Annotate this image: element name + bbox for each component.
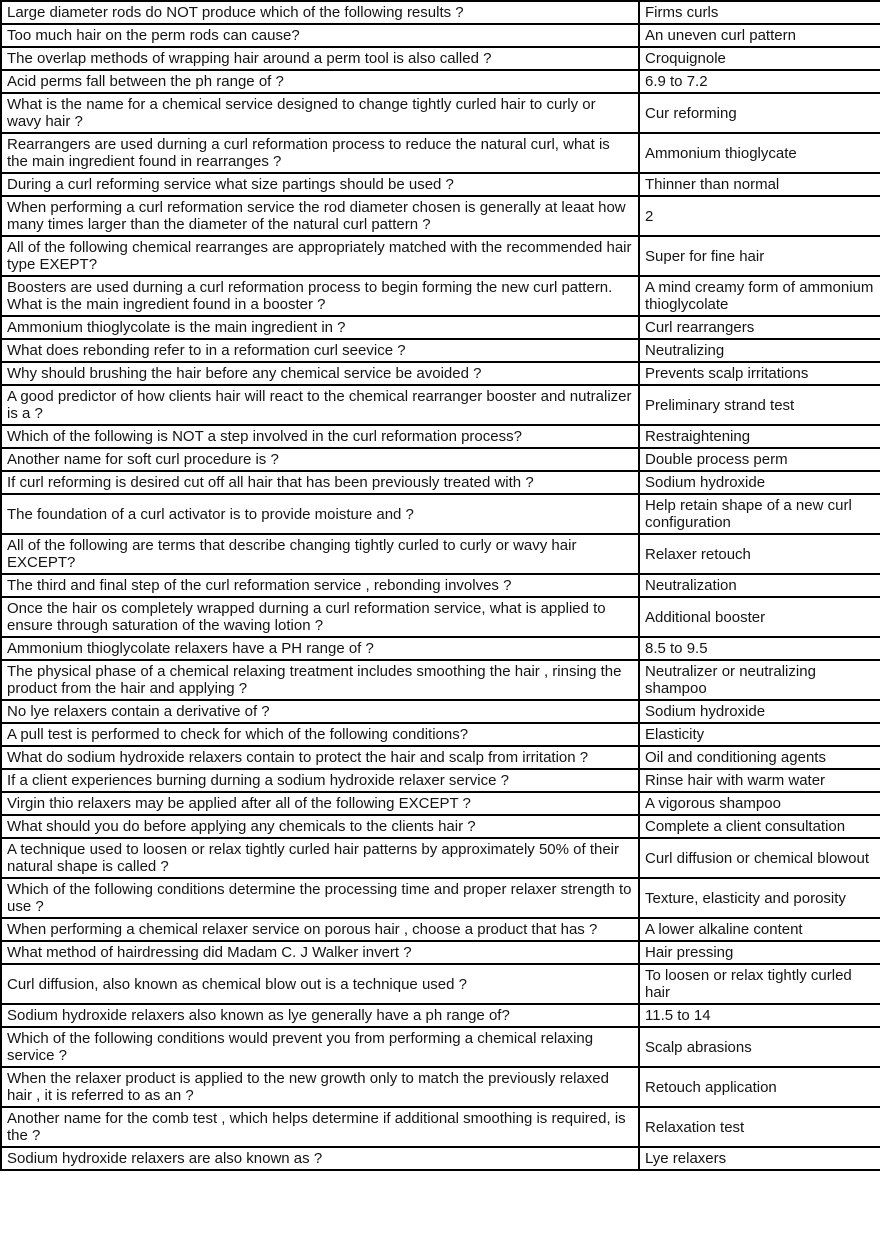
question-cell: Once the hair os completely wrapped durning a curl reformation service, what is applied to ensure through saturation of the waving lotion ?	[1, 597, 639, 637]
question-cell: Which of the following conditions determine the processing time and proper relaxer strength to use ?	[1, 878, 639, 918]
question-cell: What does rebonding refer to in a reformation curl seevice ?	[1, 339, 639, 362]
answer-cell: Double process perm	[639, 448, 880, 471]
table-row	[1, 196, 880, 236]
table-row	[1, 769, 880, 792]
answer-cell: To loosen or relax tightly curled hair	[639, 964, 880, 1004]
answer-cell: 8.5 to 9.5	[639, 637, 880, 660]
table-row	[1, 815, 880, 838]
answer-cell: Firms curls	[639, 1, 880, 24]
table-row	[1, 70, 880, 93]
question-cell: If a client experiences burning durning a sodium hydroxide relaxer service ?	[1, 769, 639, 792]
question-cell: Large diameter rods do NOT produce which of the following results ?	[1, 1, 639, 24]
question-cell: Which of the following is NOT a step involved in the curl reformation process?	[1, 425, 639, 448]
question-cell: Acid perms fall between the ph range of ?	[1, 70, 639, 93]
table-row	[1, 339, 880, 362]
answer-cell: Neutralizer or neutralizing shampoo	[639, 660, 880, 700]
table-row	[1, 362, 880, 385]
question-cell: No lye relaxers contain a derivative of ?	[1, 700, 639, 723]
table-row	[1, 236, 880, 276]
question-cell: During a curl reforming service what size partings should be used ?	[1, 173, 639, 196]
table-row	[1, 964, 880, 1004]
table-row	[1, 574, 880, 597]
table-row	[1, 1004, 880, 1027]
table-row	[1, 425, 880, 448]
answer-cell: Relaxer retouch	[639, 534, 880, 574]
answer-cell: An uneven curl pattern	[639, 24, 880, 47]
question-cell: The foundation of a curl activator is to provide moisture and ?	[1, 494, 639, 534]
answer-cell: Relaxation test	[639, 1107, 880, 1147]
table-row	[1, 471, 880, 494]
question-cell: Boosters are used durning a curl reformation process to begin forming the new curl pattern. What is the main ingredient found in a booster ?	[1, 276, 639, 316]
question-cell: When performing a curl reformation service the rod diameter chosen is generally at leaat how many times larger than the diameter of the natural curl pattern ?	[1, 196, 639, 236]
answer-cell: Sodium hydroxide	[639, 700, 880, 723]
question-cell: Rearrangers are used durning a curl reformation process to reduce the natural curl, what is the main ingredient found in rearranges ?	[1, 133, 639, 173]
answer-cell: Preliminary strand test	[639, 385, 880, 425]
answer-cell: Additional booster	[639, 597, 880, 637]
table-row	[1, 173, 880, 196]
question-cell: What method of hairdressing did Madam C. J Walker invert ?	[1, 941, 639, 964]
answer-cell: 6.9 to 7.2	[639, 70, 880, 93]
table-row	[1, 1107, 880, 1147]
question-cell: Sodium hydroxide relaxers also known as lye generally have a ph range of?	[1, 1004, 639, 1027]
answer-cell: Prevents scalp irritations	[639, 362, 880, 385]
table-row	[1, 24, 880, 47]
table-row	[1, 878, 880, 918]
table-row	[1, 746, 880, 769]
question-cell: Sodium hydroxide relaxers are also known as ?	[1, 1147, 639, 1170]
question-cell: What should you do before applying any chemicals to the clients hair ?	[1, 815, 639, 838]
table-row	[1, 494, 880, 534]
quiz-table-body	[1, 1, 880, 1170]
answer-cell: A lower alkaline content	[639, 918, 880, 941]
table-row	[1, 385, 880, 425]
table-row	[1, 1147, 880, 1170]
question-cell: What do sodium hydroxide relaxers contain to protect the hair and scalp from irritation ?	[1, 746, 639, 769]
answer-cell: Rinse hair with warm water	[639, 769, 880, 792]
answer-cell: Retouch application	[639, 1067, 880, 1107]
question-cell: What is the name for a chemical service designed to change tightly curled hair to curly or wavy hair ?	[1, 93, 639, 133]
question-cell: Why should brushing the hair before any chemical service be avoided ?	[1, 362, 639, 385]
answer-cell: Lye relaxers	[639, 1147, 880, 1170]
table-row	[1, 918, 880, 941]
question-cell: When performing a chemical relaxer service on porous hair , choose a product that has ?	[1, 918, 639, 941]
question-cell: A good predictor of how clients hair will react to the chemical rearranger booster and nutralizer is a ?	[1, 385, 639, 425]
table-row	[1, 133, 880, 173]
answer-cell: Super for fine hair	[639, 236, 880, 276]
table-row	[1, 534, 880, 574]
table-row	[1, 660, 880, 700]
question-cell: Ammonium thioglycolate is the main ingredient in ?	[1, 316, 639, 339]
question-cell: All of the following chemical rearranges are appropriately matched with the recommended hair type EXEPT?	[1, 236, 639, 276]
question-cell: When the relaxer product is applied to the new growth only to match the previously relaxed hair , it is referred to as an ?	[1, 1067, 639, 1107]
question-cell: Which of the following conditions would prevent you from performing a chemical relaxing service ?	[1, 1027, 639, 1067]
table-row	[1, 276, 880, 316]
table-row	[1, 1067, 880, 1107]
answer-cell: A vigorous shampoo	[639, 792, 880, 815]
answer-cell: Neutralizing	[639, 339, 880, 362]
answer-cell: Curl diffusion or chemical blowout	[639, 838, 880, 878]
question-cell: Curl diffusion, also known as chemical blow out is a technique used ?	[1, 964, 639, 1004]
answer-cell: Texture, elasticity and porosity	[639, 878, 880, 918]
table-row	[1, 700, 880, 723]
table-row	[1, 1027, 880, 1067]
table-row	[1, 448, 880, 471]
answer-cell: Oil and conditioning agents	[639, 746, 880, 769]
answer-cell: Sodium hydroxide	[639, 471, 880, 494]
answer-cell: Hair pressing	[639, 941, 880, 964]
answer-cell: Neutralization	[639, 574, 880, 597]
answer-cell: 2	[639, 196, 880, 236]
question-cell: The overlap methods of wrapping hair around a perm tool is also called ?	[1, 47, 639, 70]
table-row	[1, 597, 880, 637]
question-cell: The physical phase of a chemical relaxing treatment includes smoothing the hair , rinsing the product from the hair and applying ?	[1, 660, 639, 700]
table-row	[1, 637, 880, 660]
answer-cell: Elasticity	[639, 723, 880, 746]
answer-cell: Croquignole	[639, 47, 880, 70]
question-cell: The third and final step of the curl reformation service , rebonding involves ?	[1, 574, 639, 597]
question-cell: Too much hair on the perm rods can cause?	[1, 24, 639, 47]
question-cell: If curl reforming is desired cut off all hair that has been previously treated with ?	[1, 471, 639, 494]
answer-cell: A mind creamy form of ammonium thioglycolate	[639, 276, 880, 316]
answer-cell: Cur reforming	[639, 93, 880, 133]
question-cell: A pull test is performed to check for which of the following conditions?	[1, 723, 639, 746]
answer-cell: Thinner than normal	[639, 173, 880, 196]
table-row	[1, 838, 880, 878]
question-cell: Ammonium thioglycolate relaxers have a PH range of ?	[1, 637, 639, 660]
table-row	[1, 316, 880, 339]
answer-cell: 11.5 to 14	[639, 1004, 880, 1027]
question-cell: Virgin thio relaxers may be applied after all of the following EXCEPT ?	[1, 792, 639, 815]
answer-cell: Restraightening	[639, 425, 880, 448]
table-row	[1, 723, 880, 746]
question-cell: All of the following are terms that describe changing tightly curled to curly or wavy hair EXCEPT?	[1, 534, 639, 574]
answer-cell: Help retain shape of a new curl configuration	[639, 494, 880, 534]
question-cell: Another name for soft curl procedure is ?	[1, 448, 639, 471]
table-row	[1, 1, 880, 24]
answer-cell: Ammonium thioglycate	[639, 133, 880, 173]
question-cell: Another name for the comb test , which helps determine if additional smoothing is required, is the ?	[1, 1107, 639, 1147]
table-row	[1, 941, 880, 964]
table-row	[1, 792, 880, 815]
answer-cell: Curl rearrangers	[639, 316, 880, 339]
answer-cell: Complete a client consultation	[639, 815, 880, 838]
table-row	[1, 93, 880, 133]
question-cell: A technique used to loosen or relax tightly curled hair patterns by approximately 50% of their natural shape is called ?	[1, 838, 639, 878]
table-row	[1, 47, 880, 70]
answer-cell: Scalp abrasions	[639, 1027, 880, 1067]
